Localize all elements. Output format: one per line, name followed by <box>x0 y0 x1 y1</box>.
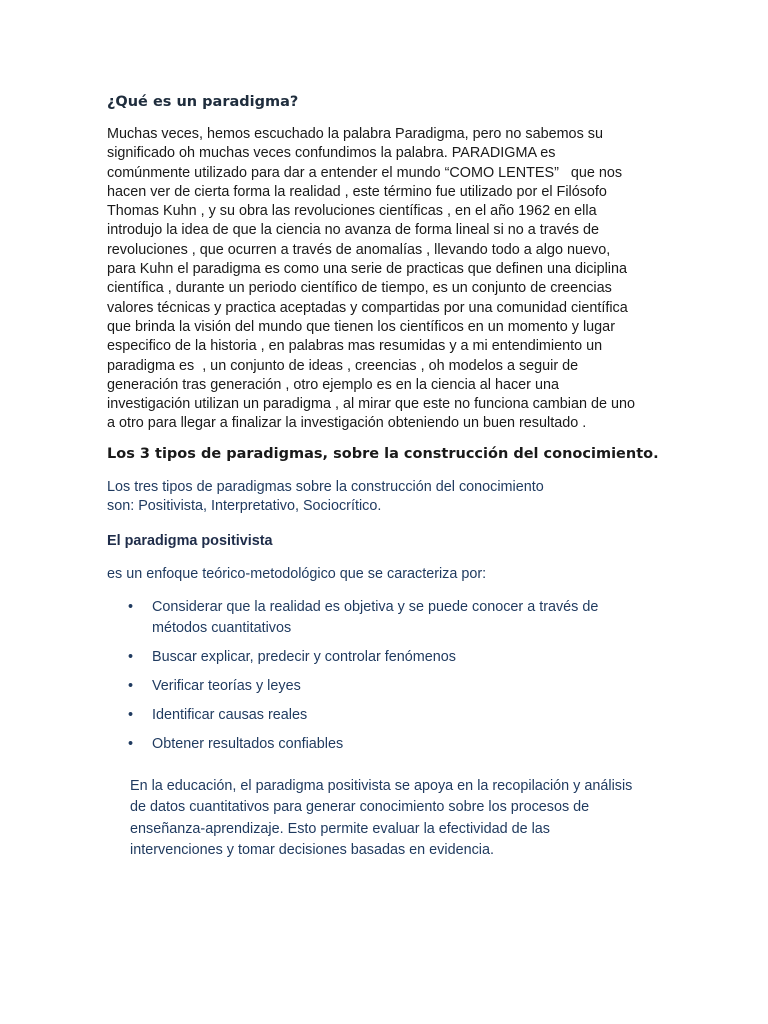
paragraph-line: revoluciones , que ocurren a través de anomalías , llevando todo a algo nuevo, <box>107 241 611 258</box>
paragraph-tres-tipos <box>107 478 544 517</box>
heading-paradigma-positivista: El paradigma positivista <box>107 533 273 549</box>
list-item <box>128 705 668 726</box>
paragraph-line: significado oh muchas veces confundimos la palabra. PARADIGMA es <box>107 145 556 162</box>
paragraph-line: para Kuhn el paradigma es como una serie de practicas que definen una diciplina <box>107 261 627 278</box>
paragraph-line: generación tras generación , otro ejemplo es en la ciencia al hacer una <box>107 376 559 393</box>
list-item <box>128 676 668 697</box>
paragraph-line: Los tres tipos de paradigmas sobre la construcción del conocimiento <box>107 479 544 495</box>
heading-que-es-paradigma: ¿Qué es un paradigma? <box>107 94 299 110</box>
paragraph-line: que brinda la visión del mundo que tienen los científicos en un momento y lugar <box>107 318 615 335</box>
paragraph-line: hacen ver de cierta forma la realidad , este término fue utilizado por el Filósofo <box>107 183 607 200</box>
heading-tres-tipos: Los 3 tipos de paradigmas, sobre la construcción del conocimiento. <box>107 446 659 462</box>
paragraph-line: son: Positivista, Interpretativo, Sociocrítico. <box>107 498 382 515</box>
bullet-icon: • <box>128 707 134 723</box>
bullet-icon: • <box>128 736 134 752</box>
paragraph-line: Thomas Kuhn , y su obra las revoluciones científicas , en el año 1962 en ella <box>107 203 597 220</box>
list-item-line: Verificar teorías y leyes <box>152 678 301 694</box>
list-item <box>128 647 668 668</box>
list-item <box>128 597 668 639</box>
paragraph-line: comúnmente utilizado para dar a entender el mundo “COMO LENTES” que nos <box>107 164 623 181</box>
positivista-characteristics-list <box>128 597 668 763</box>
list-item <box>128 734 668 755</box>
list-item-line: Buscar explicar, predecir y controlar fenómenos <box>152 649 456 665</box>
bullet-icon: • <box>128 599 134 615</box>
paragraph-line: valores técnicas y practica aceptadas y compartidas por una comunidad científica <box>107 299 628 316</box>
list-item-line: métodos cuantitativos <box>152 620 292 636</box>
paragraph-line: introdujo la idea de que la ciencia no avanza de forma lineal si no a través de <box>107 222 599 239</box>
paragraph-line: paradigma es , un conjunto de ideas , creencias , oh modelos a seguir de <box>107 357 579 374</box>
list-item-line: Identificar causas reales <box>152 707 308 723</box>
paragraph-line: intervenciones y tomar decisiones basadas en evidencia. <box>130 841 494 858</box>
positivista-intro: es un enfoque teórico-metodológico que se caracteriza por: <box>107 566 487 582</box>
paragraph-line: de datos cuantitativos para generar conocimiento sobre los procesos de <box>130 799 590 816</box>
bullet-icon: • <box>128 649 134 665</box>
paragraph-line: En la educación, el paradigma positivista se apoya en la recopilación y análisis <box>130 778 633 794</box>
paragraph-line: enseñanza-aprendizaje. Esto permite evaluar la efectividad de las <box>130 820 550 837</box>
list-item-line: Obtener resultados confiables <box>152 736 344 752</box>
paragraph-line: científica , durante un periodo científico de tiempo, es un conjunto de creencias <box>107 280 612 297</box>
paragraph-line: Muchas veces, hemos escuchado la palabra Paradigma, pero no sabemos su <box>107 126 603 142</box>
bullet-icon: • <box>128 678 134 694</box>
paragraph-line: especifico de la historia , en palabras mas resumidas y a mi entendimiento un <box>107 338 603 355</box>
paragraph-line: a otro para llegar a finalizar la investigación obteniendo un buen resultado . <box>107 415 587 432</box>
paragraph-educacion-positivista <box>130 776 632 861</box>
list-item-line: Considerar que la realidad es objetiva y se puede conocer a través de <box>152 599 599 615</box>
paragraph-paradigma-definition <box>107 125 667 434</box>
paragraph-line: investigación utilizan un paradigma , al mirar que este no funciona cambian de uno <box>107 396 635 413</box>
